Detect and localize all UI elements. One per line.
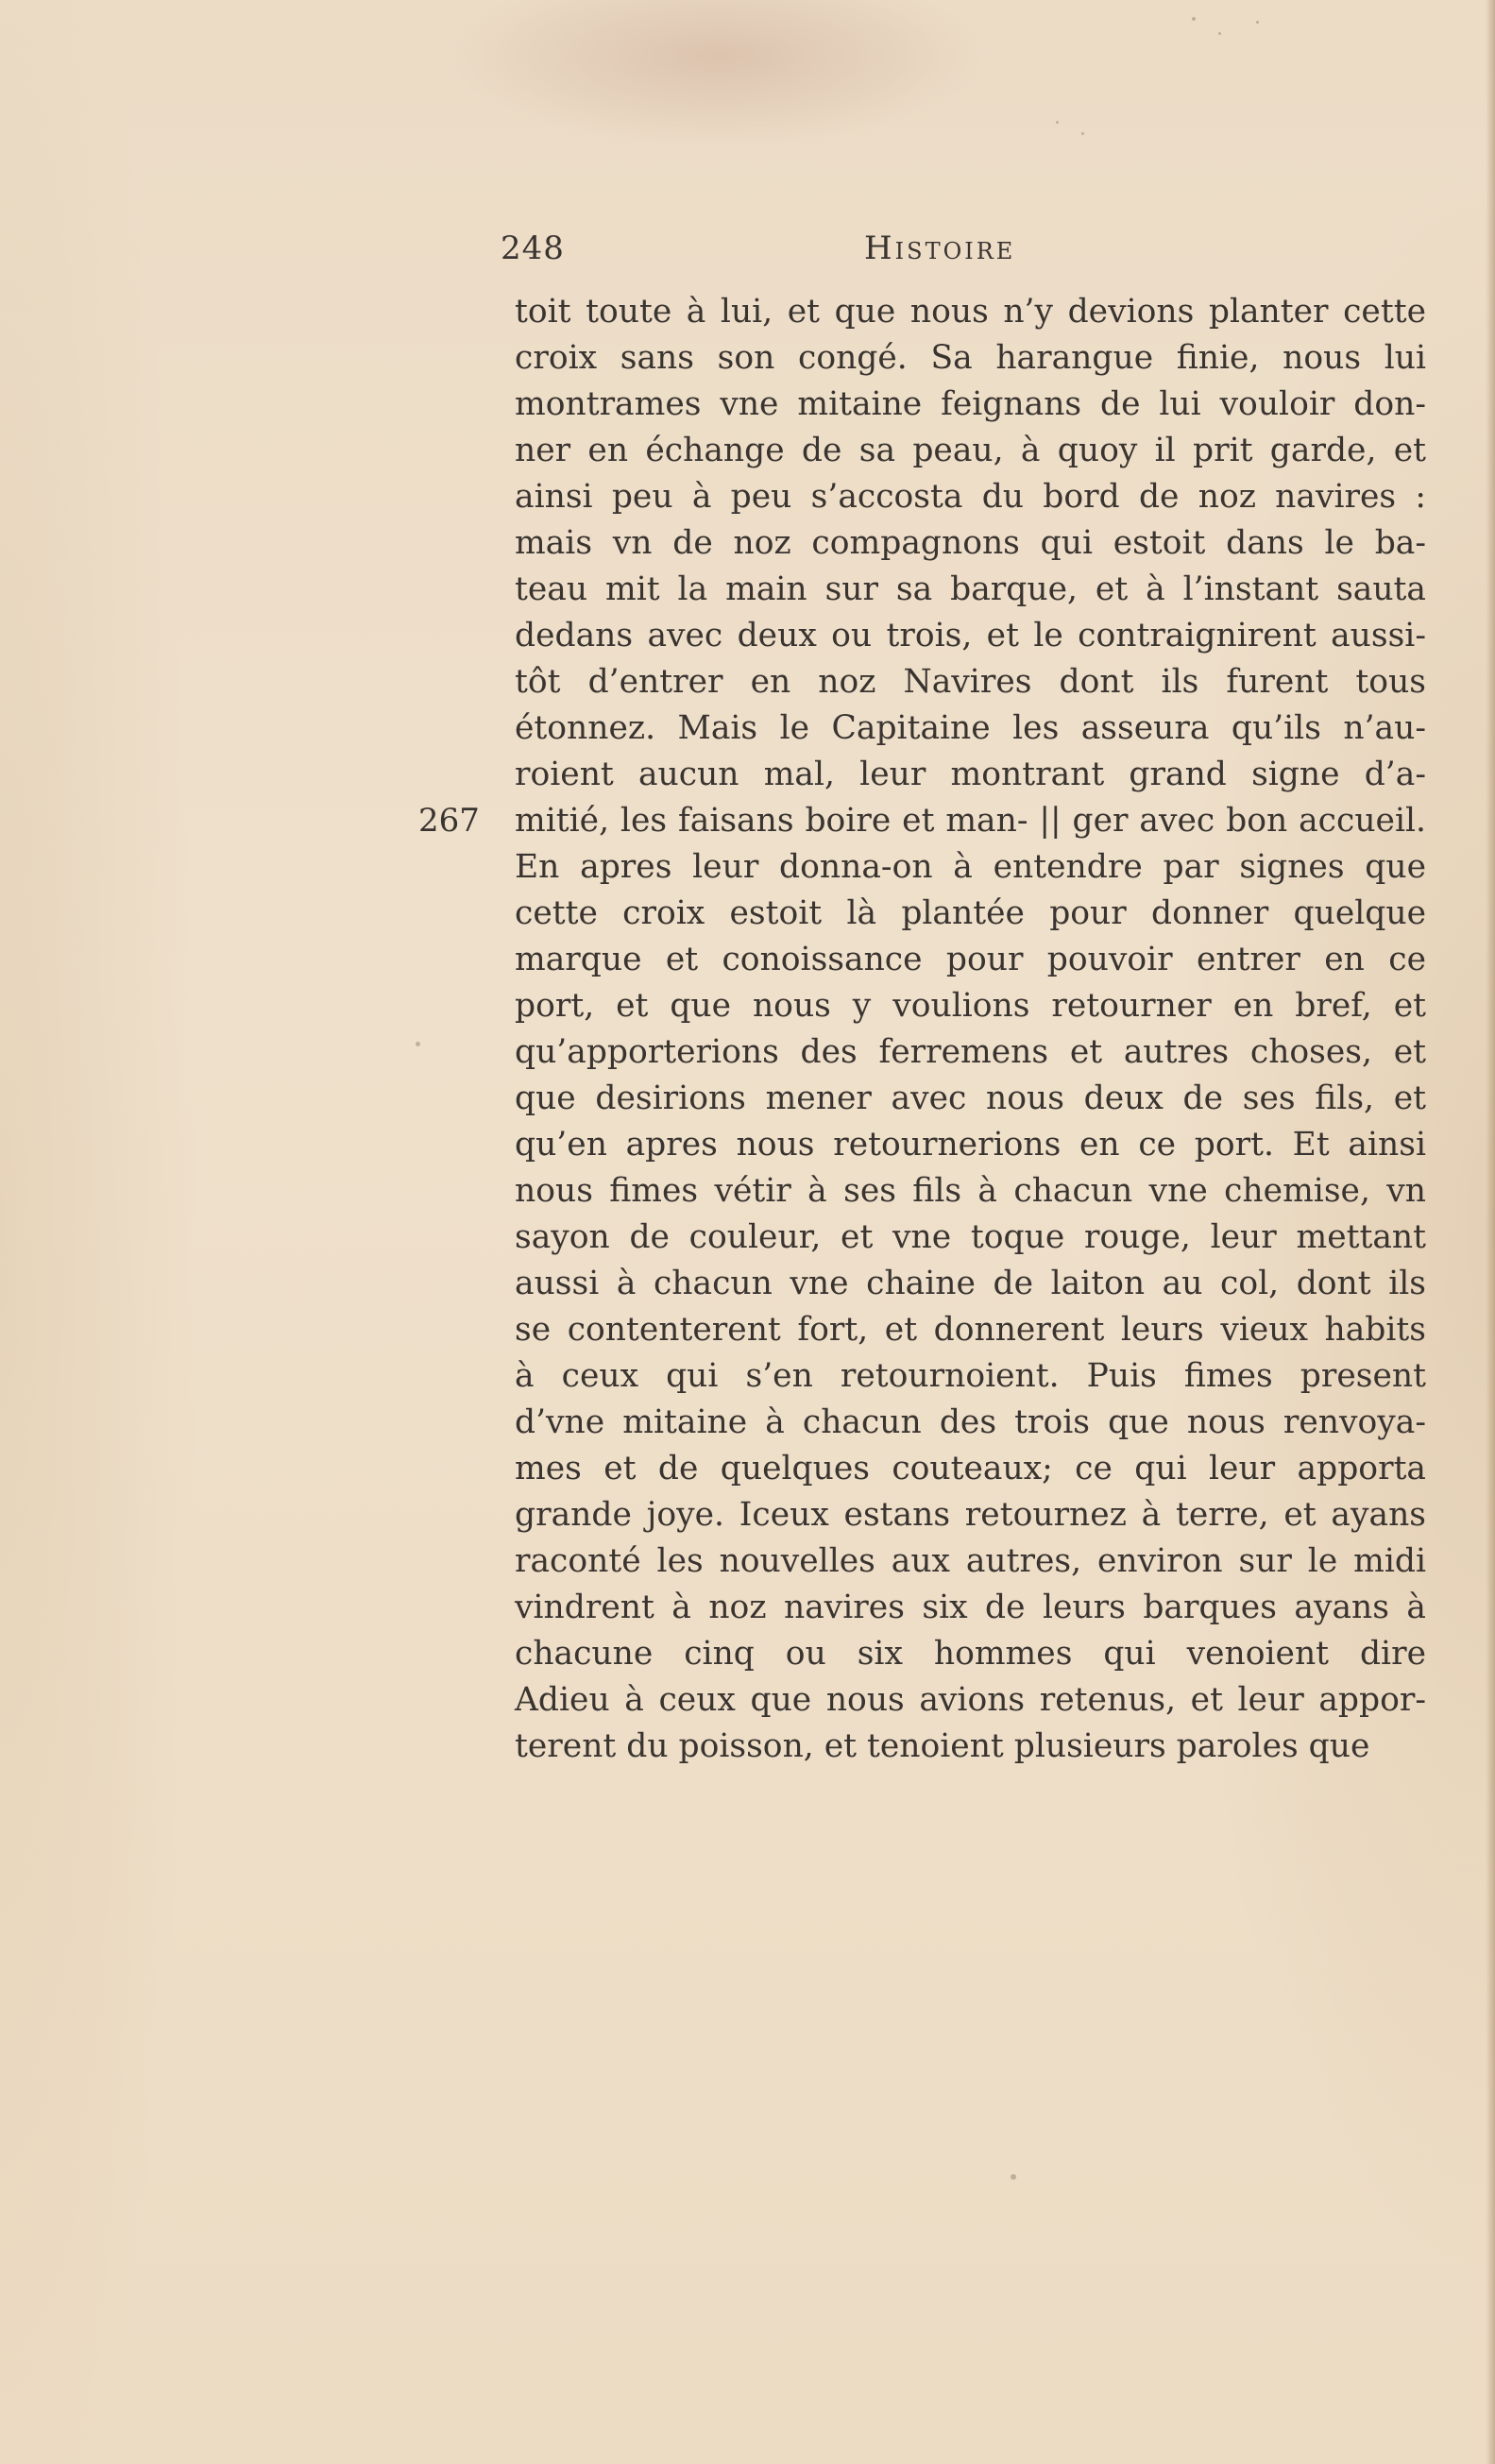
body-text [515,289,1426,1770]
paper-speck [1081,132,1084,135]
text-line: En apres leur donna-on à entendre par signes que [515,848,1426,886]
text-line: mais vn de noz compagnons qui estoit dans le ba- [515,524,1426,562]
text-line: cette croix estoit là plantée pour donner quelque [515,894,1426,932]
text-line: sayon de couleur, et vne toque rouge, leur mettant [515,1218,1426,1256]
text-line: que desirions mener avec nous deux de ses fils, et [515,1079,1426,1117]
text-line: terent du poisson, et tenoient plusieurs paroles que [515,1727,1370,1765]
text-line: vindrent à noz navires six de leurs barques ayans à [515,1589,1426,1626]
text-line: port, et que nous y voulions retourner en bref, et [515,987,1426,1025]
page-edge-shadow [1486,0,1495,2464]
text-line: mes et de quelques couteaux; ce qui leur apporta [515,1450,1426,1487]
text-line: nous fimes vétir à ses fils à chacun vne chemise, vn [515,1172,1426,1210]
margin-folio-note: 267 [418,802,480,840]
paper-speck [1011,2174,1016,2180]
text-line: montrames vne mitaine feignans de lui vouloir don- [515,385,1426,423]
text-line: chacune cinq ou six hommes qui venoient dire [515,1635,1426,1673]
text-line: roient aucun mal, leur montrant grand signe d’a- [515,756,1426,793]
running-title: Histoire [864,229,1016,267]
text-line: toit toute à lui, et que nous n’y devions planter cette [515,293,1426,331]
page-header [501,225,1048,272]
paper-speck [1056,121,1059,124]
text-line: qu’en apres nous retournerions en ce port. Et ainsi [515,1126,1426,1164]
text-line: aussi à chacun vne chaine de laiton au col, dont ils [515,1265,1426,1302]
text-line: raconté les nouvelles aux autres, environ sur le midi [515,1542,1426,1580]
text-line: étonnez. Mais le Capitaine les asseura qu’ils n’au- [515,709,1426,747]
paper-speck [416,1042,420,1046]
text-line: d’vne mitaine à chacun des trois que nous renvoya- [515,1403,1426,1441]
text-line: qu’apporterions des ferremens et autres choses, et [515,1033,1426,1071]
text-line: ainsi peu à peu s’accosta du bord de noz navires : [515,478,1426,516]
text-line: marque et conoissance pour pouvoir entrer en ce [515,941,1426,978]
text-line: croix sans son congé. Sa harangue finie, nous lui [515,339,1426,377]
text-line: Adieu à ceux que nous avions retenus, et leur appor- [515,1681,1426,1719]
text-line: dedans avec deux ou trois, et le contraignirent aussi- [515,617,1426,654]
paper-speck [1256,21,1259,24]
text-line: grande joye. Iceux estans retournez à terre, et ayans [515,1496,1426,1534]
text-line: tôt d’entrer en noz Navires dont ils furent tous [515,663,1426,701]
text-line: se contenterent fort, et donnerent leurs vieux habits [515,1311,1426,1349]
page-number: 248 [501,229,565,267]
text-line: ner en échange de sa peau, à quoy il prit garde, et [515,432,1426,469]
paper-speck [1192,17,1196,21]
text-line: à ceux qui s’en retournoient. Puis fimes present [515,1357,1426,1395]
paper-speck [1218,32,1221,35]
text-line: mitié, les faisans boire et man- || ger avec bon accueil. [515,802,1426,840]
text-line: teau mit la main sur sa barque, et à l’instant sauta [515,570,1426,608]
